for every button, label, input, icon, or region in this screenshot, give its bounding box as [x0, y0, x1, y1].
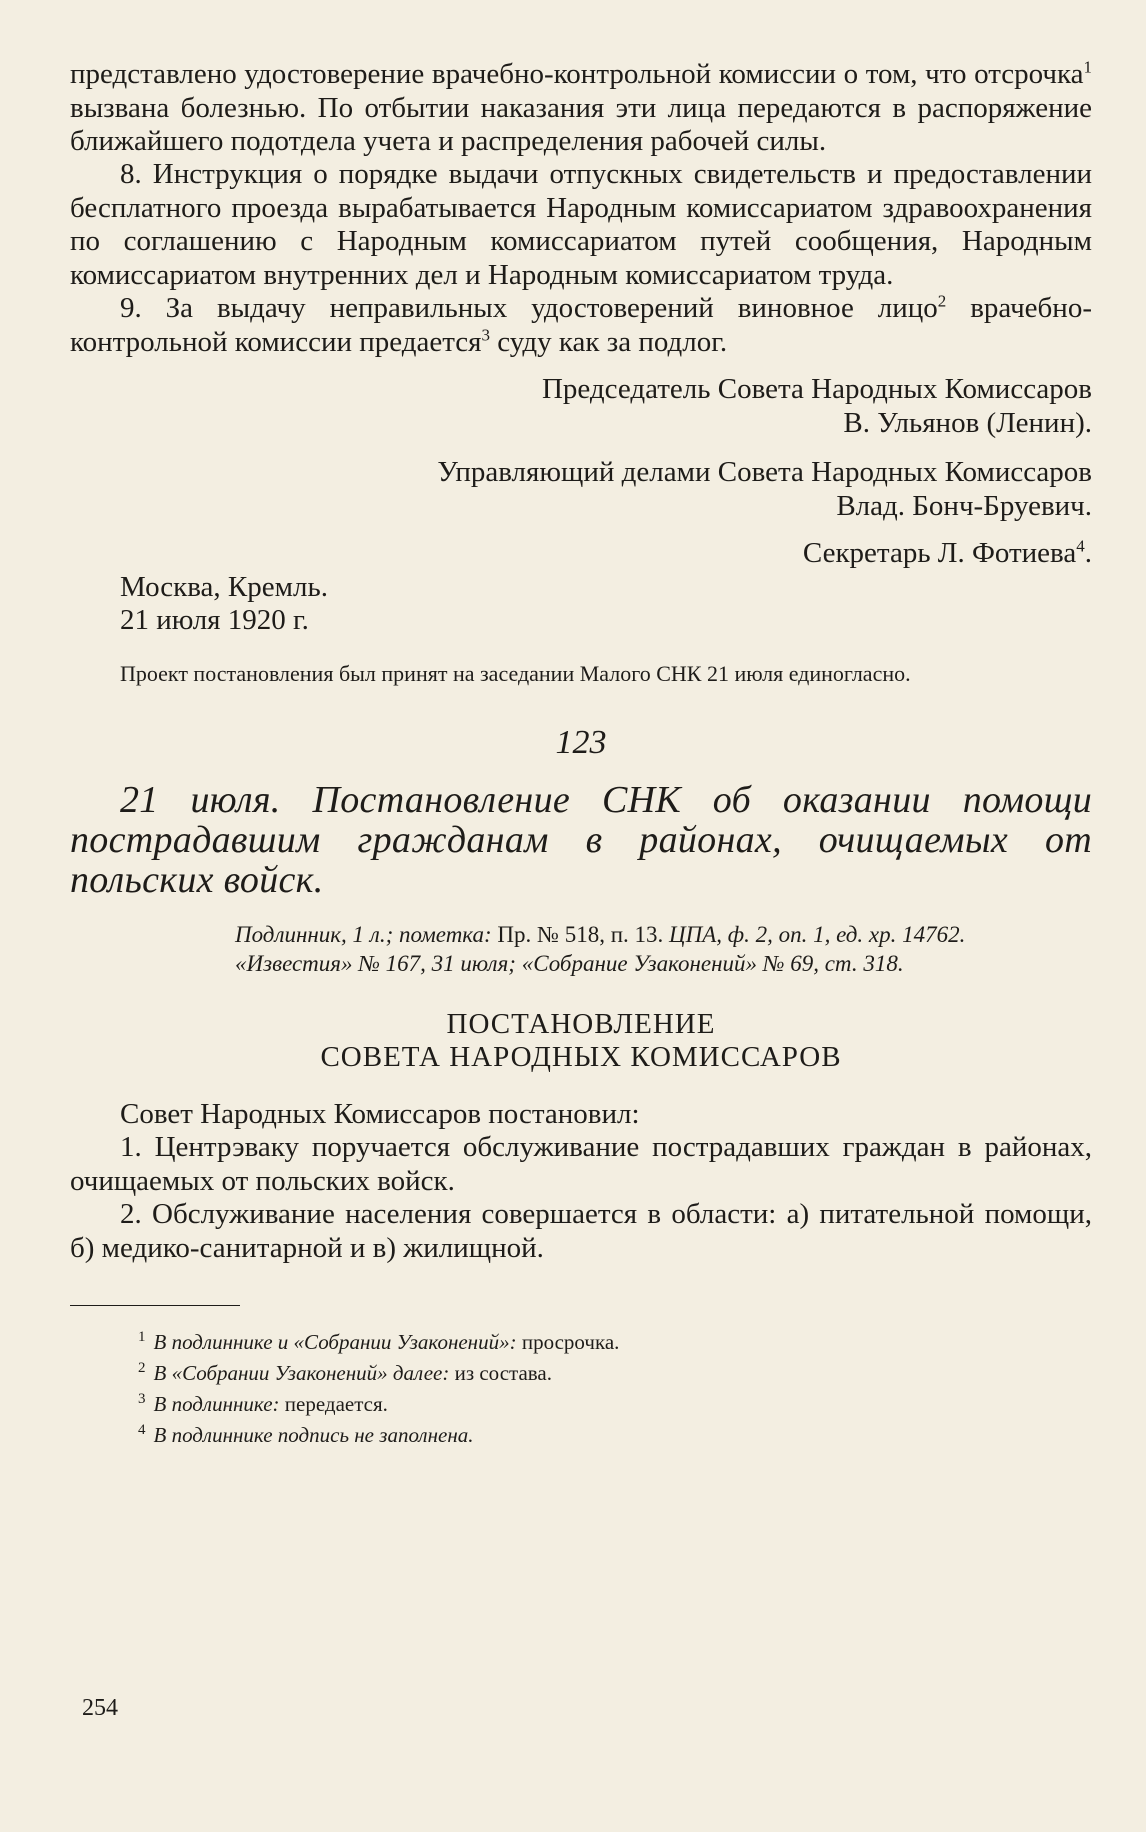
footnote-1-plain: просрочка.: [516, 1330, 620, 1354]
resolution-item-1: 1. Центрэваку поручается обслуживание пострадавших граждан в районах, очищаемых от польских войск.: [70, 1131, 1092, 1197]
footnote-3-italic: В подлиннике:: [153, 1392, 280, 1416]
footnote-3: [138, 1386, 1092, 1417]
document-heading: 21 июля. Постановление СНК об оказании помощи пострадавшим гражданам в районах, очищаемых от польских войск.: [70, 778, 1092, 901]
footnote-ref-2: 2: [937, 291, 947, 311]
footnote-2: [138, 1355, 1092, 1386]
manager-name: Влад. Бонч-Бруевич.: [836, 489, 1092, 522]
footnote-1: [138, 1324, 1092, 1355]
p9-text-c: суду как за подлог.: [489, 325, 728, 358]
title-line-1: ПОСТАНОВЛЕНИЕ: [446, 1007, 716, 1040]
resolution-title: [70, 1008, 1092, 1074]
footnote-4-italic: В подлиннике подпись не заполнена.: [153, 1423, 474, 1447]
source-1-italic-b: ЦПА, ф. 2, оп. 1, ед. хр. 14762.: [669, 921, 966, 947]
secretary-text: Секретарь Л. Фотиева: [802, 537, 1077, 569]
footnote-3-num: 3: [138, 1391, 146, 1407]
paragraph-7-tail: [70, 58, 1092, 158]
resolution-item-2: 2. Обслуживание населения совершается в области: а) питательной помощи, б) медико-санитарной и в) жилищной.: [70, 1198, 1092, 1264]
resolution-intro: Совет Народных Комиссаров постановил:: [120, 1097, 640, 1130]
date: 21 июля 1920 г.: [120, 604, 309, 636]
footnotes: [70, 1324, 1092, 1448]
footnote-ref-3: 3: [481, 324, 490, 344]
source-1: [235, 920, 1092, 949]
source-1-italic-a: Подлинник, 1 л.; пометка:: [235, 921, 492, 947]
footnote-divider: [70, 1305, 240, 1306]
document-number: 123: [555, 723, 607, 761]
source-2: «Известия» № 167, 31 июля; «Собрание Узаконений» № 69, ст. 318.: [235, 950, 904, 976]
footnote-1-italic: В подлиннике и «Собрании Узаконений»:: [153, 1330, 517, 1354]
source-references: [70, 920, 1092, 978]
footnote-2-num: 2: [138, 1360, 146, 1376]
manager-title: Управляющий делами Совета Народных Комиссаров: [437, 456, 1092, 488]
chair-name: В. Ульянов (Ленин).: [843, 406, 1092, 439]
footnote-3-plain: передается.: [279, 1392, 388, 1416]
p7-text-b: вызвана болезнью. По отбытии наказания эти лица передаются в распоряжение ближайшего подотдела учета и распределения рабочей силы.: [70, 91, 1092, 157]
page-number: 254: [82, 1695, 118, 1721]
footnote-2-plain: из состава.: [449, 1361, 552, 1385]
title-line-2: СОВЕТА НАРОДНЫХ КОМИССАРОВ: [320, 1040, 842, 1073]
chair-title: Председатель Совета Народных Комиссаров: [541, 373, 1092, 405]
place: Москва, Кремль.: [120, 570, 328, 603]
footnote-2-italic: В «Собрании Узаконений» далее:: [153, 1361, 450, 1385]
footnote-4: [138, 1417, 1092, 1448]
source-1-plain: Пр. № 518, п. 13.: [491, 921, 670, 947]
paragraph-9: [70, 292, 1092, 359]
footnote-4-num: 4: [138, 1422, 146, 1438]
footnote-ref-1: 1: [1083, 57, 1092, 77]
p7-text-a: представлено удостоверение врачебно-контрольной комиссии о том, что отсрочка: [70, 58, 1084, 90]
footnote-1-num: 1: [138, 1329, 146, 1345]
p9-text-a: 9. За выдачу неправильных удостоверений виновное лицо: [120, 292, 938, 324]
secretary: Секретарь Л. Фотиева$^4$.: [802, 536, 1092, 569]
signature-block: [70, 373, 1092, 638]
footnote-ref-4: 4: [1076, 536, 1085, 556]
p9-text-b: врачебно-контрольной комиссии предается: [70, 292, 1092, 358]
document-page: [70, 58, 1092, 1448]
paragraph-8: 8. Инструкция о порядке выдачи отпускных свидетельств и предоставлении бесплатного проезда вырабатывается Народным комиссариатом здравоохранения по соглашению с Народным комиссариатом путей сообщения, Народным комиссариатом внутренних дел и Народным комиссариатом труда.: [70, 158, 1092, 291]
adoption-note: Проект постановления был принят на заседании Малого СНК 21 июля единогласно.: [120, 660, 911, 686]
